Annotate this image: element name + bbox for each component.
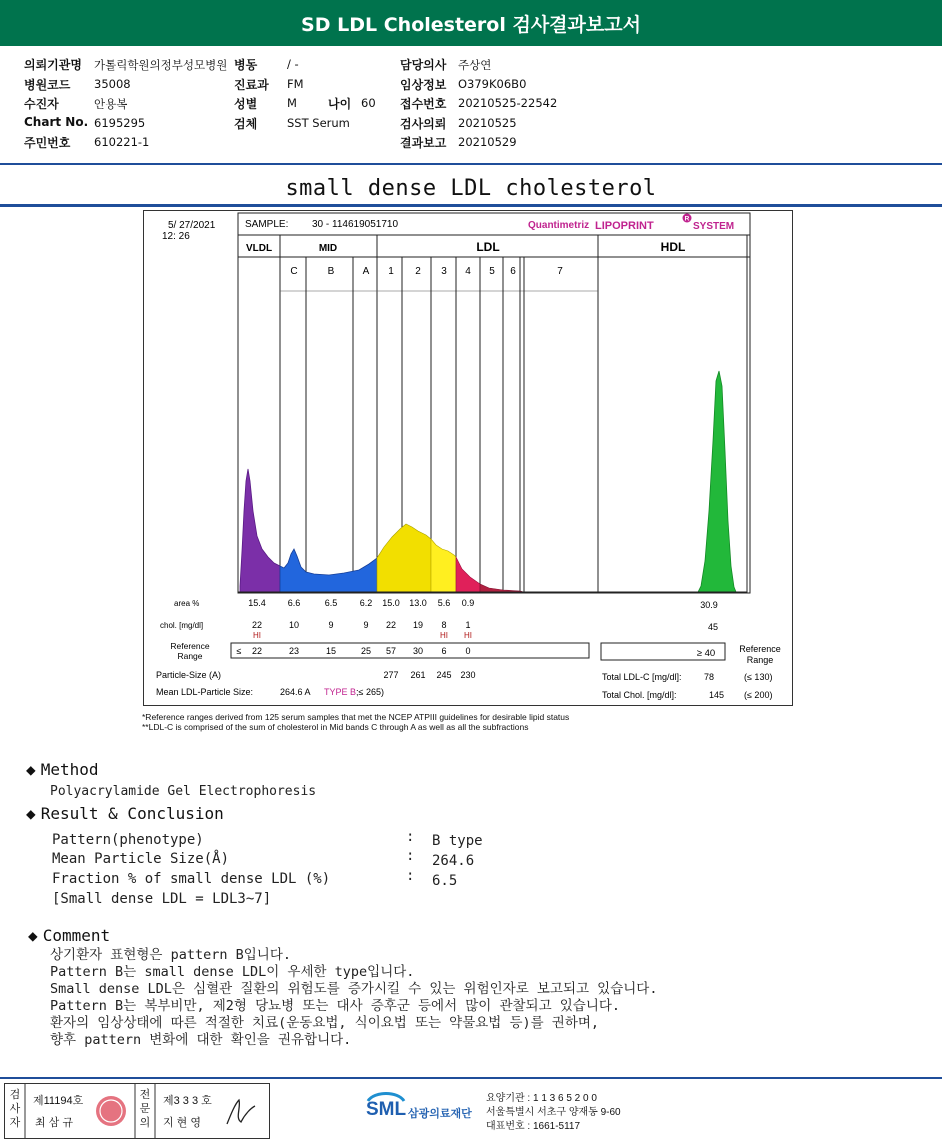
band-labels <box>290 266 563 277</box>
label-chart-no: Chart No. <box>24 115 89 129</box>
row-label-mean: Mean LDL-Particle Size: <box>156 687 254 697</box>
ref-ldl2: 30 <box>412 646 424 656</box>
area-ldl3: 5.6 <box>437 598 451 608</box>
band-label-2: 2 <box>415 266 421 277</box>
footnote-1: *Reference ranges derived from 125 serum samples that met the NCEP ATPIII guidelines for desirable lipid status <box>142 712 570 722</box>
result-size-label: Mean Particle Size(Å) <box>52 851 230 867</box>
value-hospital-code: 35008 <box>94 77 131 91</box>
ldl4-7-tail <box>480 584 524 592</box>
result-fraction-label: Fraction % of small dense LDL (%) <box>52 871 331 887</box>
value-receipt-no: 20210525-22542 <box>458 96 558 110</box>
chol-ldl3: 8 <box>441 620 447 630</box>
tester-license-no: 제11194호 <box>33 1095 84 1107</box>
area-ldl2: 13.0 <box>409 598 427 608</box>
label-receipt-no: 접수번호 <box>400 97 447 111</box>
ref-ldl1: 57 <box>385 646 397 656</box>
mid-peaks <box>280 549 377 592</box>
report-date: 5/ 27/2021 <box>168 220 216 231</box>
ref-ldl4: 0 <box>465 646 471 656</box>
institution-code: 요양기관 : 1 1 3 6 5 2 0 0 <box>486 1093 597 1104</box>
institution-phone: 대표번호 : 1661-5117 <box>486 1121 581 1132</box>
row-label-particle: Particle-Size (A) <box>156 670 222 680</box>
doctor-name: 지 현 영 <box>163 1117 201 1129</box>
comment-heading: Comment <box>42 926 111 945</box>
label-hospital-code: 병원코드 <box>24 78 71 92</box>
row-label-ref-1: Reference <box>170 641 210 651</box>
row-label-ref-2: Range <box>177 651 203 661</box>
label-ward: 병동 <box>234 58 258 72</box>
result-pattern-label: Pattern(phenotype) <box>52 832 204 848</box>
ref-symbol: ≤ <box>236 646 242 656</box>
chol-hdl: 45 <box>707 622 719 632</box>
band-label-6: 6 <box>510 266 516 277</box>
report-time: 12: 26 <box>162 231 190 242</box>
comment-line: 상기환자 표현형은 pattern B입니다. <box>50 947 291 963</box>
comment-line: Pattern B는 small dense LDL이 우세한 type입니다. <box>50 964 415 980</box>
comment-body <box>50 947 657 1049</box>
result-size-value: 264.6 <box>432 853 475 869</box>
header-divider <box>0 163 942 165</box>
row-label-area: area % <box>174 599 200 608</box>
value-clinical-info: O379K06B0 <box>458 77 527 91</box>
doctor-signature <box>227 1100 255 1124</box>
chol-a: 9 <box>363 620 369 630</box>
band-label-1: 1 <box>388 266 394 277</box>
particle-ldl4: 230 <box>460 670 476 680</box>
label-specimen: 검체 <box>234 117 258 131</box>
method-section <box>26 760 99 779</box>
result-heading: Result & Conclusion <box>40 804 224 823</box>
label-patient: 수진자 <box>24 97 59 111</box>
result-colon: : <box>406 868 415 884</box>
footer-divider <box>0 1077 942 1079</box>
chol-ldl1: 22 <box>385 620 397 630</box>
area-ldl4: 0.9 <box>461 598 475 608</box>
comment-section <box>28 926 110 945</box>
area-values <box>248 598 718 610</box>
total-chol-ref: (≤ 200) <box>744 690 773 700</box>
mean-value: 264.6 A <box>280 687 311 697</box>
diamond-bullet-icon: ◆ <box>26 760 36 779</box>
ldl1-peak <box>377 524 431 592</box>
hi-flags <box>253 631 472 640</box>
value-institution: 가톨릭학원의정부성모병원 <box>94 58 228 72</box>
label-clinical-info: 임상정보 <box>400 78 447 92</box>
chol-vldl: 22 <box>251 620 263 630</box>
hi-flag-ldl3: HI <box>440 631 448 640</box>
tester-name: 최 삼 규 <box>35 1117 73 1129</box>
chol-ldl4: 1 <box>465 620 471 630</box>
comment-line: 환자의 임상상태에 따른 적절한 치료(운동요법, 식이요법 또는 약물요법 등)를 권하며, <box>50 1015 600 1031</box>
ref-values <box>237 646 471 656</box>
registered-mark-letter: R <box>684 215 690 223</box>
comment-line: Small dense LDL은 심혈관 질환의 위험도를 증가시킬 수 있는 위험인자로 보고되고 있습니다. <box>50 981 658 997</box>
ref-b: 15 <box>325 646 337 656</box>
institution-address: 서울특별시 서초구 양재동 9-60 <box>486 1107 621 1118</box>
group-mid: MID <box>318 243 338 254</box>
ref-ldl3: 6 <box>441 646 447 656</box>
label-sex: 성별 <box>234 97 258 111</box>
diamond-bullet-icon: ◆ <box>28 926 38 945</box>
area-ldl1: 15.0 <box>382 598 400 608</box>
group-hdl: HDL <box>660 240 686 254</box>
band-label-a: A <box>362 266 370 277</box>
ref-right-label-2: Range <box>746 655 774 665</box>
report-title: SD LDL Cholesterol 검사결과보고서 <box>0 0 942 46</box>
value-chart-no: 6195295 <box>94 116 146 130</box>
sample-label: SAMPLE: <box>245 219 289 230</box>
result-note: [Small dense LDL = LDL3~7] <box>52 891 272 907</box>
institution-info <box>486 1092 621 1134</box>
comment-line: Pattern B는 복부비만, 제2형 당뇨병 또는 대사 증후군 등에서 많이 관찰되고 있습니다. <box>50 998 621 1014</box>
value-age: 60 <box>361 96 376 110</box>
area-a: 6.2 <box>359 598 373 608</box>
hdl-peak <box>698 371 736 592</box>
particle-values <box>383 670 475 680</box>
chart-title-divider <box>0 204 942 207</box>
value-ward: / - <box>287 57 299 71</box>
diamond-bullet-icon: ◆ <box>26 804 36 823</box>
ref-hdl: ≥ 40 <box>696 648 716 659</box>
band-label-3: 3 <box>441 266 447 277</box>
brand-lipoprint: LIPOPRINT <box>595 220 654 232</box>
vldl-peak <box>240 469 280 592</box>
hi-flag-ldl4: HI <box>464 631 472 640</box>
sml-logo <box>364 1089 484 1131</box>
chol-b: 9 <box>328 620 334 630</box>
comment-line: 향후 pattern 변화에 대한 확인을 권유합니다. <box>50 1032 352 1048</box>
ref-a: 25 <box>360 646 372 656</box>
value-resident-no: 610221-1 <box>94 135 150 149</box>
value-sex: M <box>287 96 297 110</box>
tester-label: 검사자 <box>9 1089 21 1129</box>
group-vldl: VLDL <box>245 243 273 254</box>
total-chol-value: 145 <box>709 690 725 700</box>
band-label-5: 5 <box>489 266 495 277</box>
report-footnotes <box>142 712 569 732</box>
lipoprint-report <box>143 210 793 706</box>
mean-type: TYPE B <box>324 687 357 697</box>
particle-ldl2: 261 <box>410 670 426 680</box>
value-request-date: 20210525 <box>458 116 517 130</box>
band-label-4: 4 <box>465 266 471 277</box>
total-ldl-label: Total LDL-C [mg/dl]: <box>602 672 682 682</box>
sml-logo-text: SML <box>366 1099 407 1120</box>
result-pattern-value: B type <box>432 833 483 849</box>
label-request-date: 검사의뢰 <box>400 117 447 131</box>
value-department: FM <box>287 77 304 91</box>
chol-ldl2: 19 <box>412 620 424 630</box>
area-vldl: 15.4 <box>248 598 266 608</box>
label-report-date: 결과보고 <box>400 136 447 150</box>
lipoprint-chart <box>144 211 792 705</box>
total-chol-label: Total Chol. [mg/dl]: <box>602 690 677 700</box>
brand-system: SYSTEM <box>693 221 735 232</box>
ldl3-peak <box>456 557 480 592</box>
electropherogram <box>240 371 736 592</box>
label-institution: 의뢰기관명 <box>24 58 82 72</box>
chol-values <box>252 620 718 632</box>
particle-ldl3: 245 <box>436 670 452 680</box>
value-doctor: 주상연 <box>458 58 492 72</box>
label-doctor: 담당의사 <box>400 58 447 72</box>
chol-c: 10 <box>288 620 300 630</box>
value-specimen: SST Serum <box>287 116 350 130</box>
result-section <box>26 804 224 823</box>
band-label-c: C <box>290 266 298 277</box>
band-label-7: 7 <box>557 266 563 277</box>
value-patient: 안용복 <box>94 97 128 111</box>
label-resident-no: 주민번호 <box>24 136 71 150</box>
reference-range-box <box>231 643 589 658</box>
row-label-chol: chol. [mg/dl] <box>160 621 204 630</box>
mean-ref: ;≤ 265) <box>356 687 384 697</box>
footnote-2: **LDL-C is comprised of the sum of cholesterol in Mid bands C through A as well as all the subfractions <box>142 722 529 732</box>
ldl2-peak <box>431 539 456 592</box>
sample-value: 30 - 114619051710 <box>312 219 399 230</box>
value-report-date: 20210529 <box>458 135 517 149</box>
ref-right-label-1: Reference <box>739 644 781 654</box>
particle-ldl1: 277 <box>383 670 399 680</box>
label-age: 나이 <box>328 97 352 111</box>
area-b: 6.5 <box>324 598 338 608</box>
sml-logo-name: 삼광의료재단 <box>408 1108 472 1120</box>
result-fraction-value: 6.5 <box>432 873 458 889</box>
ref-c: 23 <box>288 646 300 656</box>
signature-box <box>4 1083 270 1139</box>
band-label-b: B <box>327 266 335 277</box>
area-hdl: 30.9 <box>700 600 718 610</box>
total-ldl-ref: (≤ 130) <box>744 672 773 682</box>
method-heading: Method <box>40 760 99 779</box>
label-department: 진료과 <box>234 78 269 92</box>
header-info <box>24 56 924 156</box>
area-c: 6.6 <box>287 598 301 608</box>
group-ldl: LDL <box>476 240 500 254</box>
result-colon: : <box>406 829 415 845</box>
doctor-license-no: 제3 3 3 호 <box>163 1095 212 1107</box>
doctor-label: 전문의 <box>139 1089 151 1129</box>
result-colon: : <box>406 848 415 864</box>
ref-vldl: 22 <box>251 646 263 656</box>
brand-quantimetrix: Quantimetriz <box>528 220 590 231</box>
hi-flag-vldl: HI <box>253 631 261 640</box>
chart-title: small dense LDL cholesterol <box>285 176 657 201</box>
method-text: Polyacrylamide Gel Electrophoresis <box>50 784 317 799</box>
total-ldl-value: 78 <box>704 672 715 682</box>
